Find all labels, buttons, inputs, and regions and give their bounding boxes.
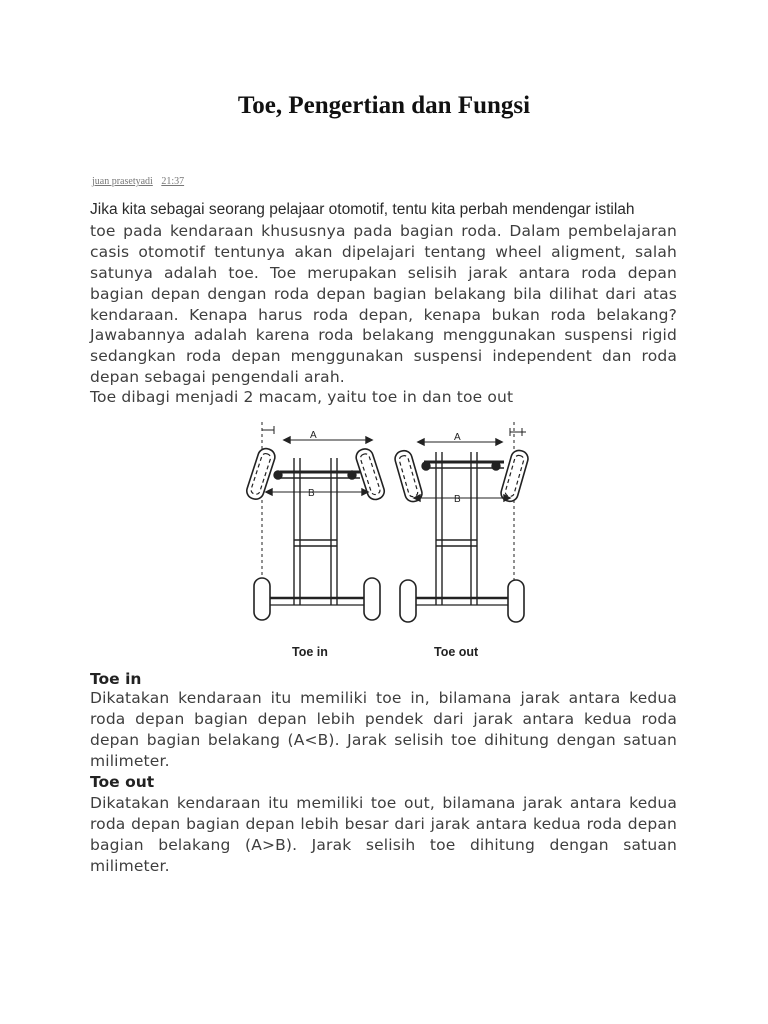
toe-out-label: Toe out <box>434 645 479 659</box>
post-time-link[interactable]: 21:37 <box>161 176 185 187</box>
toe-in-dim-b: B <box>308 488 315 499</box>
toe-in-label: Toe in <box>292 645 328 659</box>
intro-types-paragraph: Toe dibagi menjadi 2 macam, yaitu toe in dan toe out <box>90 388 514 406</box>
toe-out-dim-b: B <box>454 494 461 505</box>
intro-first-line: Jika kita sebagai seorang pelajaar otomotif, tentu kita perbah mendengar istilah <box>90 201 635 218</box>
intro-body: toe pada kendaraan khususnya pada bagian roda. Dalam pembelajaran casis otomotif tentunya akan dipelajari tentang wheel aligment, salah satunya adalah toe. Toe merupakan selisih jarak antara roda depan bagian depan dengan roda depan bagian belakang bila dilihat dari atas kendaraan. Kenapa harus roda depan, kenapa bukan roda belakang? Jawabannya adalah karena roda belakang menggunakan suspensi rigid sedangkan roda depan menggunakan suspensi independent dan roda depan sebagai pengendali arah. <box>90 221 677 387</box>
intro-paragraph <box>90 200 677 388</box>
post-meta <box>92 176 190 187</box>
toe-diagram <box>228 420 548 665</box>
toe-in-paragraph: Dikatakan kendaraan itu memiliki toe in, bilamana jarak antara kedua roda depan bagian depan lebih pendek dari jarak antara kedua roda depan bagian belakang (A<B). Jarak selisih toe dihitung dengan satuan milimeter. <box>90 689 677 770</box>
toe-in-dim-a: A <box>310 430 317 441</box>
toe-out-paragraph: Dikatakan kendaraan itu memiliki toe out, bilamana jarak antara kedua roda depan bagian depan lebih besar dari jarak antara kedua roda depan bagian belakang (A>B). Jarak selisih toe dihitung dengan satuan milimeter. <box>90 794 677 875</box>
toe-out-heading: Toe out <box>90 773 155 791</box>
toe-in-heading: Toe in <box>90 670 142 688</box>
toe-out-dim-a: A <box>454 432 461 443</box>
author-link[interactable]: juan prasetyadi <box>92 176 153 187</box>
toe-in-chassis <box>245 422 387 620</box>
toe-out-chassis <box>393 422 530 622</box>
article-title: Toe, Pengertian dan Fungsi <box>237 92 531 119</box>
